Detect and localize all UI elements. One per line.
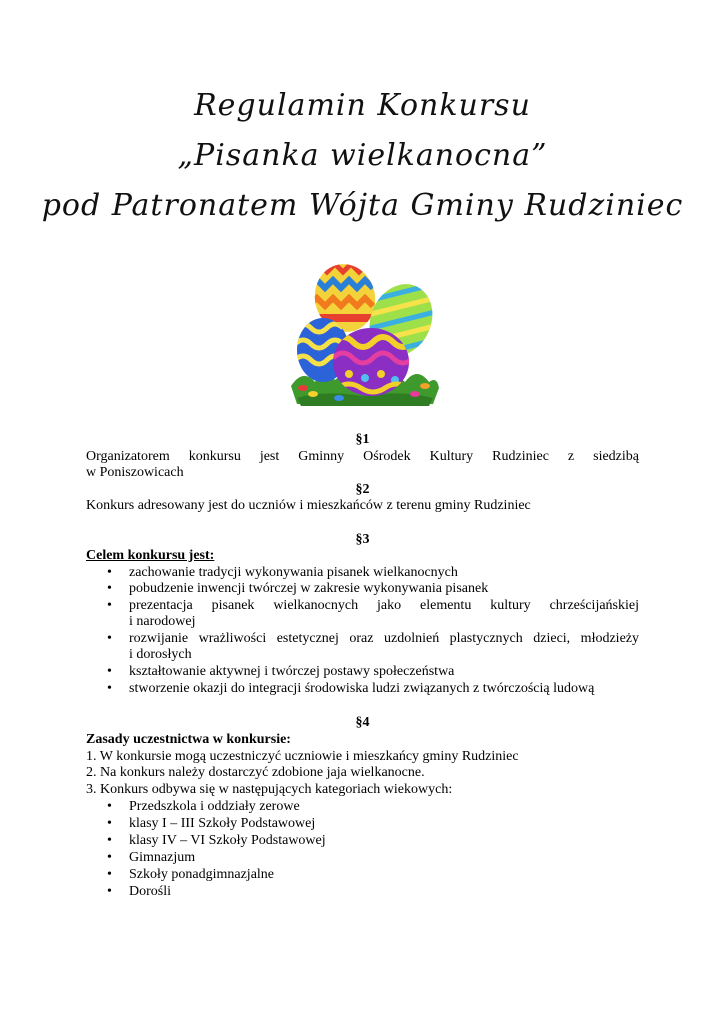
easter-eggs-illustration (283, 258, 443, 410)
list-bullet: • (107, 816, 112, 831)
list-bullet: • (107, 581, 112, 596)
rule-point: 1. W konkursie mogą uczestniczyć uczniowie i mieszkańcy gminy Rudziniec (86, 749, 519, 764)
goal-item-continuation: i narodowej (129, 614, 196, 629)
list-bullet: • (107, 799, 112, 814)
goal-item-continuation: i dorosłych (129, 647, 192, 662)
document-title-line-2: „Pisanka wielkanocna” (177, 138, 548, 173)
rule-point: 3. Konkurs odbywa się w następujących kategoriach wiekowych: (86, 782, 453, 797)
goal-item: pobudzenie inwencji twórczej w zakresie wykonywania pisanek (129, 581, 489, 596)
goal-item: zachowanie tradycji wykonywania pisanek wielkanocnych (129, 565, 458, 580)
age-category: klasy IV – VI Szkoły Podstawowej (129, 833, 326, 848)
section-1-text-line-1: Organizatorem konkursu jest Gminny Ośrodek Kultury Rudziniec z siedzibą (86, 449, 639, 464)
section-2-mark: §2 (355, 482, 370, 497)
goal-item: kształtowanie aktywnej i twórczej postawy społeczeństwa (129, 664, 455, 679)
section-1-mark: §1 (355, 432, 370, 447)
rule-point: 2. Na konkurs należy dostarczyć zdobione jaja wielkanocne. (86, 765, 425, 780)
goal-item: stworzenie okazji do integracji środowiska ludzi związanych z twórczością ludową (129, 681, 595, 696)
list-bullet: • (107, 598, 112, 613)
section-1-text-line-2: w Poniszowicach (86, 465, 184, 480)
list-bullet: • (107, 833, 112, 848)
age-category: Przedszkola i oddziały zerowe (129, 799, 300, 814)
section-3-mark: §3 (355, 532, 370, 547)
age-category: Szkoły ponadgimnazjalne (129, 867, 275, 882)
list-bullet: • (107, 850, 112, 865)
list-bullet: • (107, 681, 112, 696)
age-category: Gimnazjum (129, 850, 196, 865)
section-4-heading: Zasady uczestnictwa w konkursie: (86, 732, 291, 747)
age-category: klasy I – III Szkoły Podstawowej (129, 816, 316, 831)
list-bullet: • (107, 631, 112, 646)
list-bullet: • (107, 664, 112, 679)
list-bullet: • (107, 565, 112, 580)
section-4-mark: §4 (355, 715, 370, 730)
section-2-text: Konkurs adresowany jest do uczniów i mieszkańców z terenu gminy Rudziniec (86, 498, 531, 513)
list-bullet: • (107, 884, 112, 899)
goal-item: rozwijanie wrażliwości estetycznej oraz uzdolnień plastycznych dzieci, młodzieży (129, 631, 639, 646)
list-bullet: • (107, 867, 112, 882)
document-title-line-1: Regulamin Konkursu (194, 88, 531, 123)
age-category: Dorośli (129, 884, 171, 899)
document-title-line-3: pod Patronatem Wójta Gminy Rudziniec (41, 188, 684, 223)
section-3-heading: Celem konkursu jest: (86, 548, 215, 563)
goal-item: prezentacja pisanek wielkanocnych jako elementu kultury chrześcijańskiej (129, 598, 639, 613)
